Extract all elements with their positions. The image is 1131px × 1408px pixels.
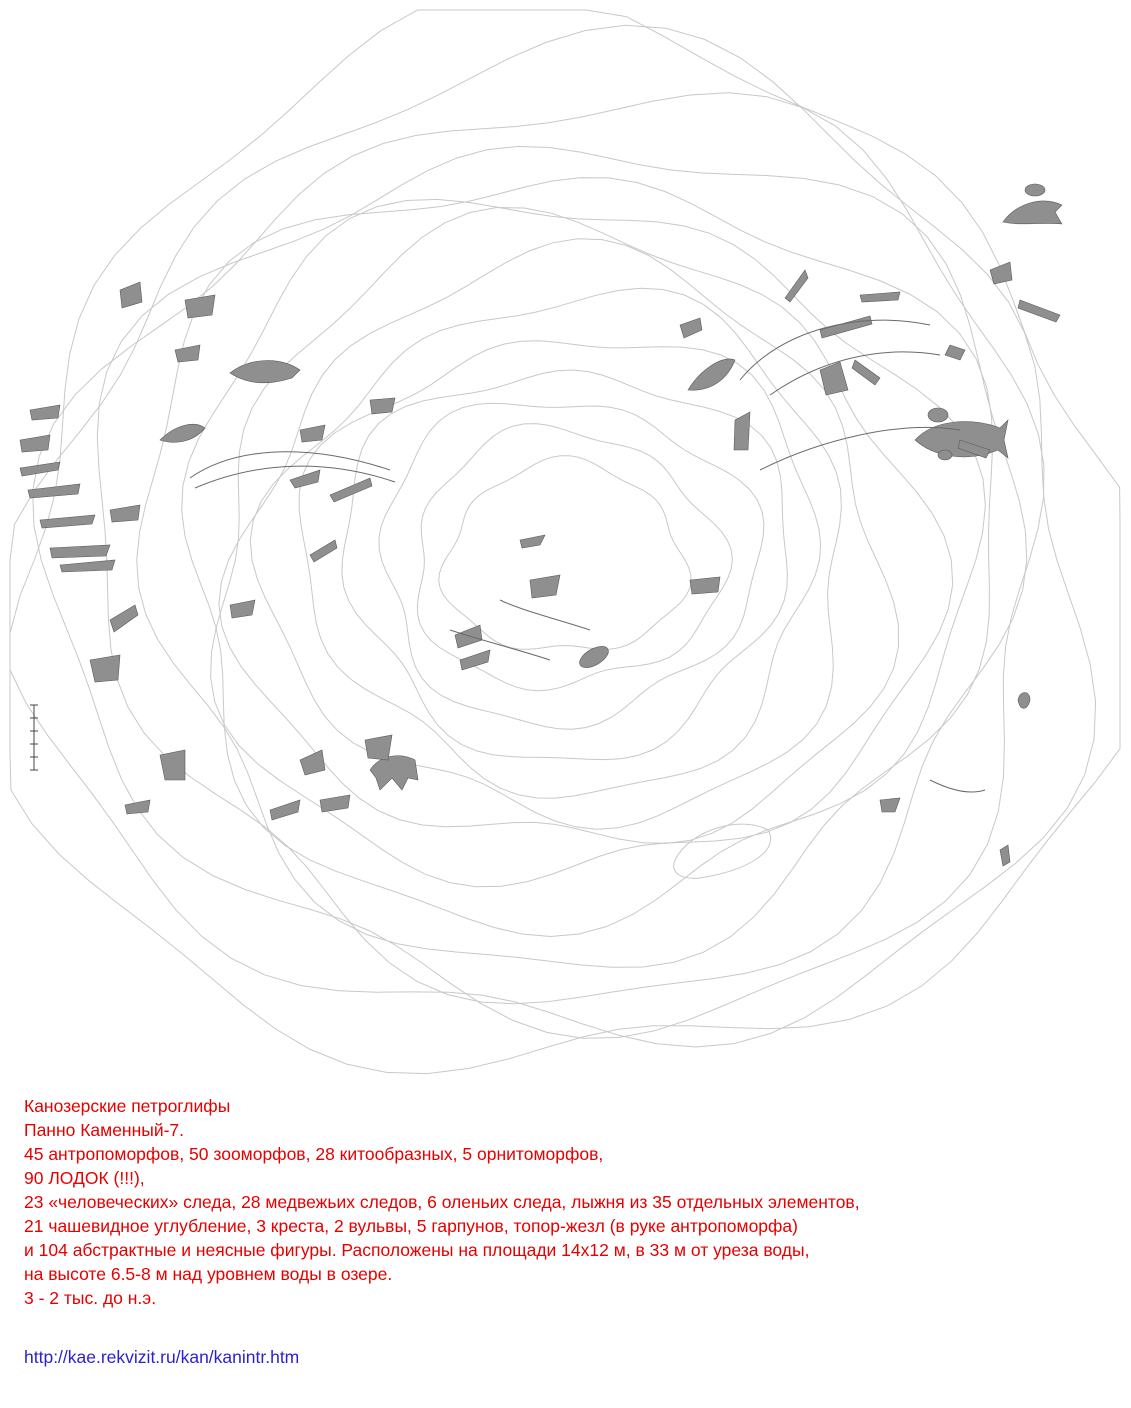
- contour-line: [379, 403, 764, 729]
- whale-figure: [915, 420, 1008, 458]
- contour-line: [417, 424, 732, 691]
- caption-line-panel-name: Панно Каменный-7.: [24, 1120, 185, 1140]
- caption-line-abstract: и 104 абстрактные и неясные фигуры. Расположены на площади 14х12 м, в 33 м от уреза воды,: [24, 1240, 810, 1260]
- caption-line-tracks: 23 «человеческих» следа, 28 медвежьих следов, 6 оленьих следа, лыжня из 35 отдельных элементов,: [24, 1192, 860, 1212]
- caption-line-counts-1: 45 антропоморфов, 50 зооморфов, 28 китообразных, 5 орнитоморфов,: [24, 1144, 604, 1164]
- petroglyph-figures: [20, 184, 1062, 866]
- contour-line: [211, 208, 953, 887]
- contour-line: [33, 93, 1044, 1039]
- contour-line: [97, 146, 1027, 1003]
- whale-figure: [230, 361, 300, 383]
- elk-figure: [370, 756, 418, 790]
- source-link[interactable]: http://kae.rekvizit.ru/kan/kanintr.htm: [24, 1347, 300, 1367]
- whale-figure: [688, 359, 735, 390]
- contour-line: [10, 25, 1096, 1047]
- contour-line: [439, 456, 691, 650]
- contour-line: [182, 199, 986, 936]
- contour-lines: [10, 10, 1120, 1074]
- caption-line-dating: 3 - 2 тыс. до н.э.: [24, 1288, 157, 1308]
- connecting-lines: [190, 320, 985, 792]
- caption-line-altitude: на высоте 6.5-8 м над уровнем воды в озере.: [24, 1264, 393, 1284]
- whale-figure: [1003, 201, 1062, 224]
- caption-block: [24, 1094, 1114, 1310]
- caption-line-hollows: 21 чашевидное углубление, 3 креста, 2 вульвы, 5 гарпунов, топор-жезл (в руке антропоморфа): [24, 1216, 798, 1236]
- contour-line: [342, 370, 788, 760]
- contour-line: [250, 288, 841, 829]
- caption-line-boats: 90 ЛОДОК (!!!),: [24, 1168, 145, 1188]
- contour-line: [10, 10, 1120, 1074]
- caption-line-title: Канозерские петроглифы: [24, 1096, 231, 1116]
- scale-bar: [30, 705, 38, 770]
